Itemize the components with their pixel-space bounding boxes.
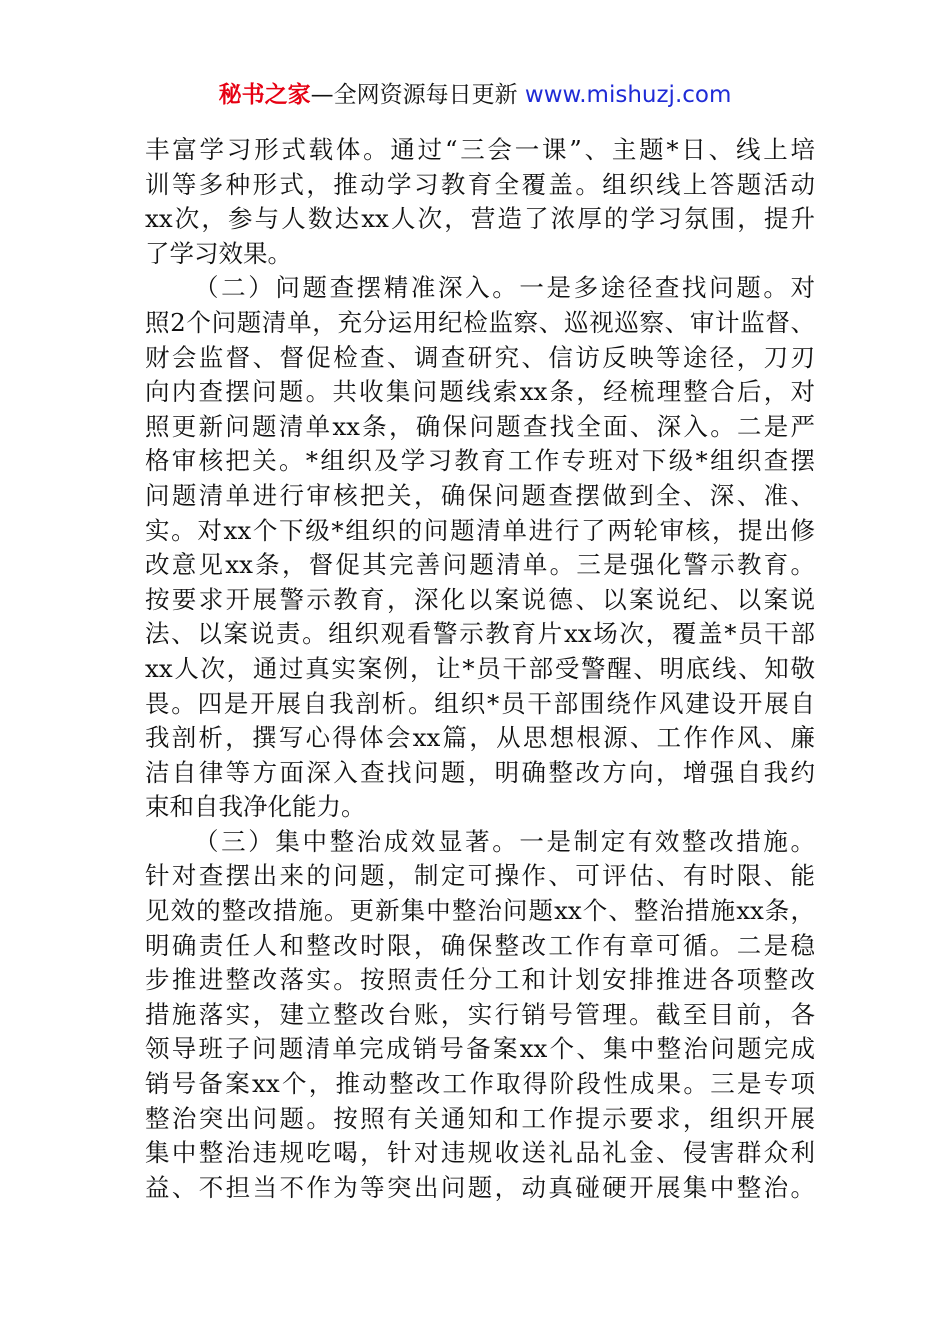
text-line: 畏。四是开展自我剖析。组织*员干部围绕作风建设开展自 <box>145 688 815 718</box>
text-line: （三）集中整治成效显著。一是制定有效整改措施。 <box>194 826 815 856</box>
text-line: 集中整治违规吃喝，针对违规收送礼品礼金、侵害群众利 <box>145 1138 815 1168</box>
text-line: 法、以案说责。组织观看警示教育片xx场次，覆盖*员干部 <box>145 619 815 649</box>
text-line: 财会监督、督促检查、调查研究、信访反映等途径，刀刃 <box>145 342 815 372</box>
text-line: 照更新问题清单xx条，确保问题查找全面、深入。二是严 <box>145 411 815 441</box>
text-line: （二）问题查摆精准深入。一是多途径查找问题。对 <box>194 273 815 303</box>
text-line: 步推进整改落实。按照责任分工和计划安排推进各项整改 <box>145 965 815 995</box>
site-tagline: —全网资源每日更新 <box>310 82 518 108</box>
text-line: 了学习效果。 <box>145 238 292 268</box>
site-brand: 秘书之家 <box>218 82 311 108</box>
text-line: 益、不担当不作为等突出问题，动真碰硬开展集中整治。 <box>145 1172 815 1202</box>
site-header <box>0 76 950 114</box>
text-line: 向内查摆问题。共收集问题线索xx条，经梳理整合后，对 <box>145 377 815 407</box>
text-line: 见效的整改措施。更新集中整治问题xx个、整治措施xx条， <box>145 896 815 926</box>
text-line: 实。对xx个下级*组织的问题清单进行了两轮审核，提出修 <box>145 515 815 545</box>
text-line: 按要求开展警示教育，深化以案说德、以案说纪、以案说 <box>145 584 815 614</box>
text-line: 洁自律等方面深入查找问题，明确整改方向，增强自我约 <box>145 757 815 787</box>
text-line: 格审核把关。*组织及学习教育工作专班对下级*组织查摆 <box>145 446 815 476</box>
text-line: 措施落实，建立整改台账，实行销号管理。截至目前，各 <box>145 999 815 1029</box>
text-line: xx次，参与人数达xx人次，营造了浓厚的学习氛围，提升 <box>145 204 815 234</box>
text-line: 明确责任人和整改时限，确保整改工作有章可循。二是稳 <box>145 930 815 960</box>
text-line: 照2个问题清单，充分运用纪检监察、巡视巡察、审计监督、 <box>145 307 815 337</box>
text-line: xx人次，通过真实案例，让*员干部受警醒、明底线、知敬 <box>145 653 815 683</box>
text-line: 销号备案xx个，推动整改工作取得阶段性成果。三是专项 <box>145 1069 815 1099</box>
text-line: 领导班子问题清单完成销号备案xx个、集中整治问题完成 <box>145 1034 815 1064</box>
site-url[interactable]: www.mishuzj.com <box>524 82 732 108</box>
text-line: 针对查摆出来的问题，制定可操作、可评估、有时限、能 <box>145 861 815 891</box>
text-line: 问题清单进行审核把关，确保问题查摆做到全、深、准、 <box>145 480 815 510</box>
document-body <box>145 133 815 1205</box>
text-line: 束和自我净化能力。 <box>145 792 366 822</box>
text-line: 我剖析，撰写心得体会xx篇，从思想根源、工作作风、廉 <box>145 723 815 753</box>
text-line: 训等多种形式，推动学习教育全覆盖。组织线上答题活动 <box>145 169 815 199</box>
text-line: 整治突出问题。按照有关通知和工作提示要求，组织开展 <box>145 1103 815 1133</box>
text-line: 丰富学习形式载体。通过“三会一课”、主题*日、线上培 <box>145 135 815 164</box>
text-line: 改意见xx条，督促其完善问题清单。三是强化警示教育。 <box>145 550 815 580</box>
